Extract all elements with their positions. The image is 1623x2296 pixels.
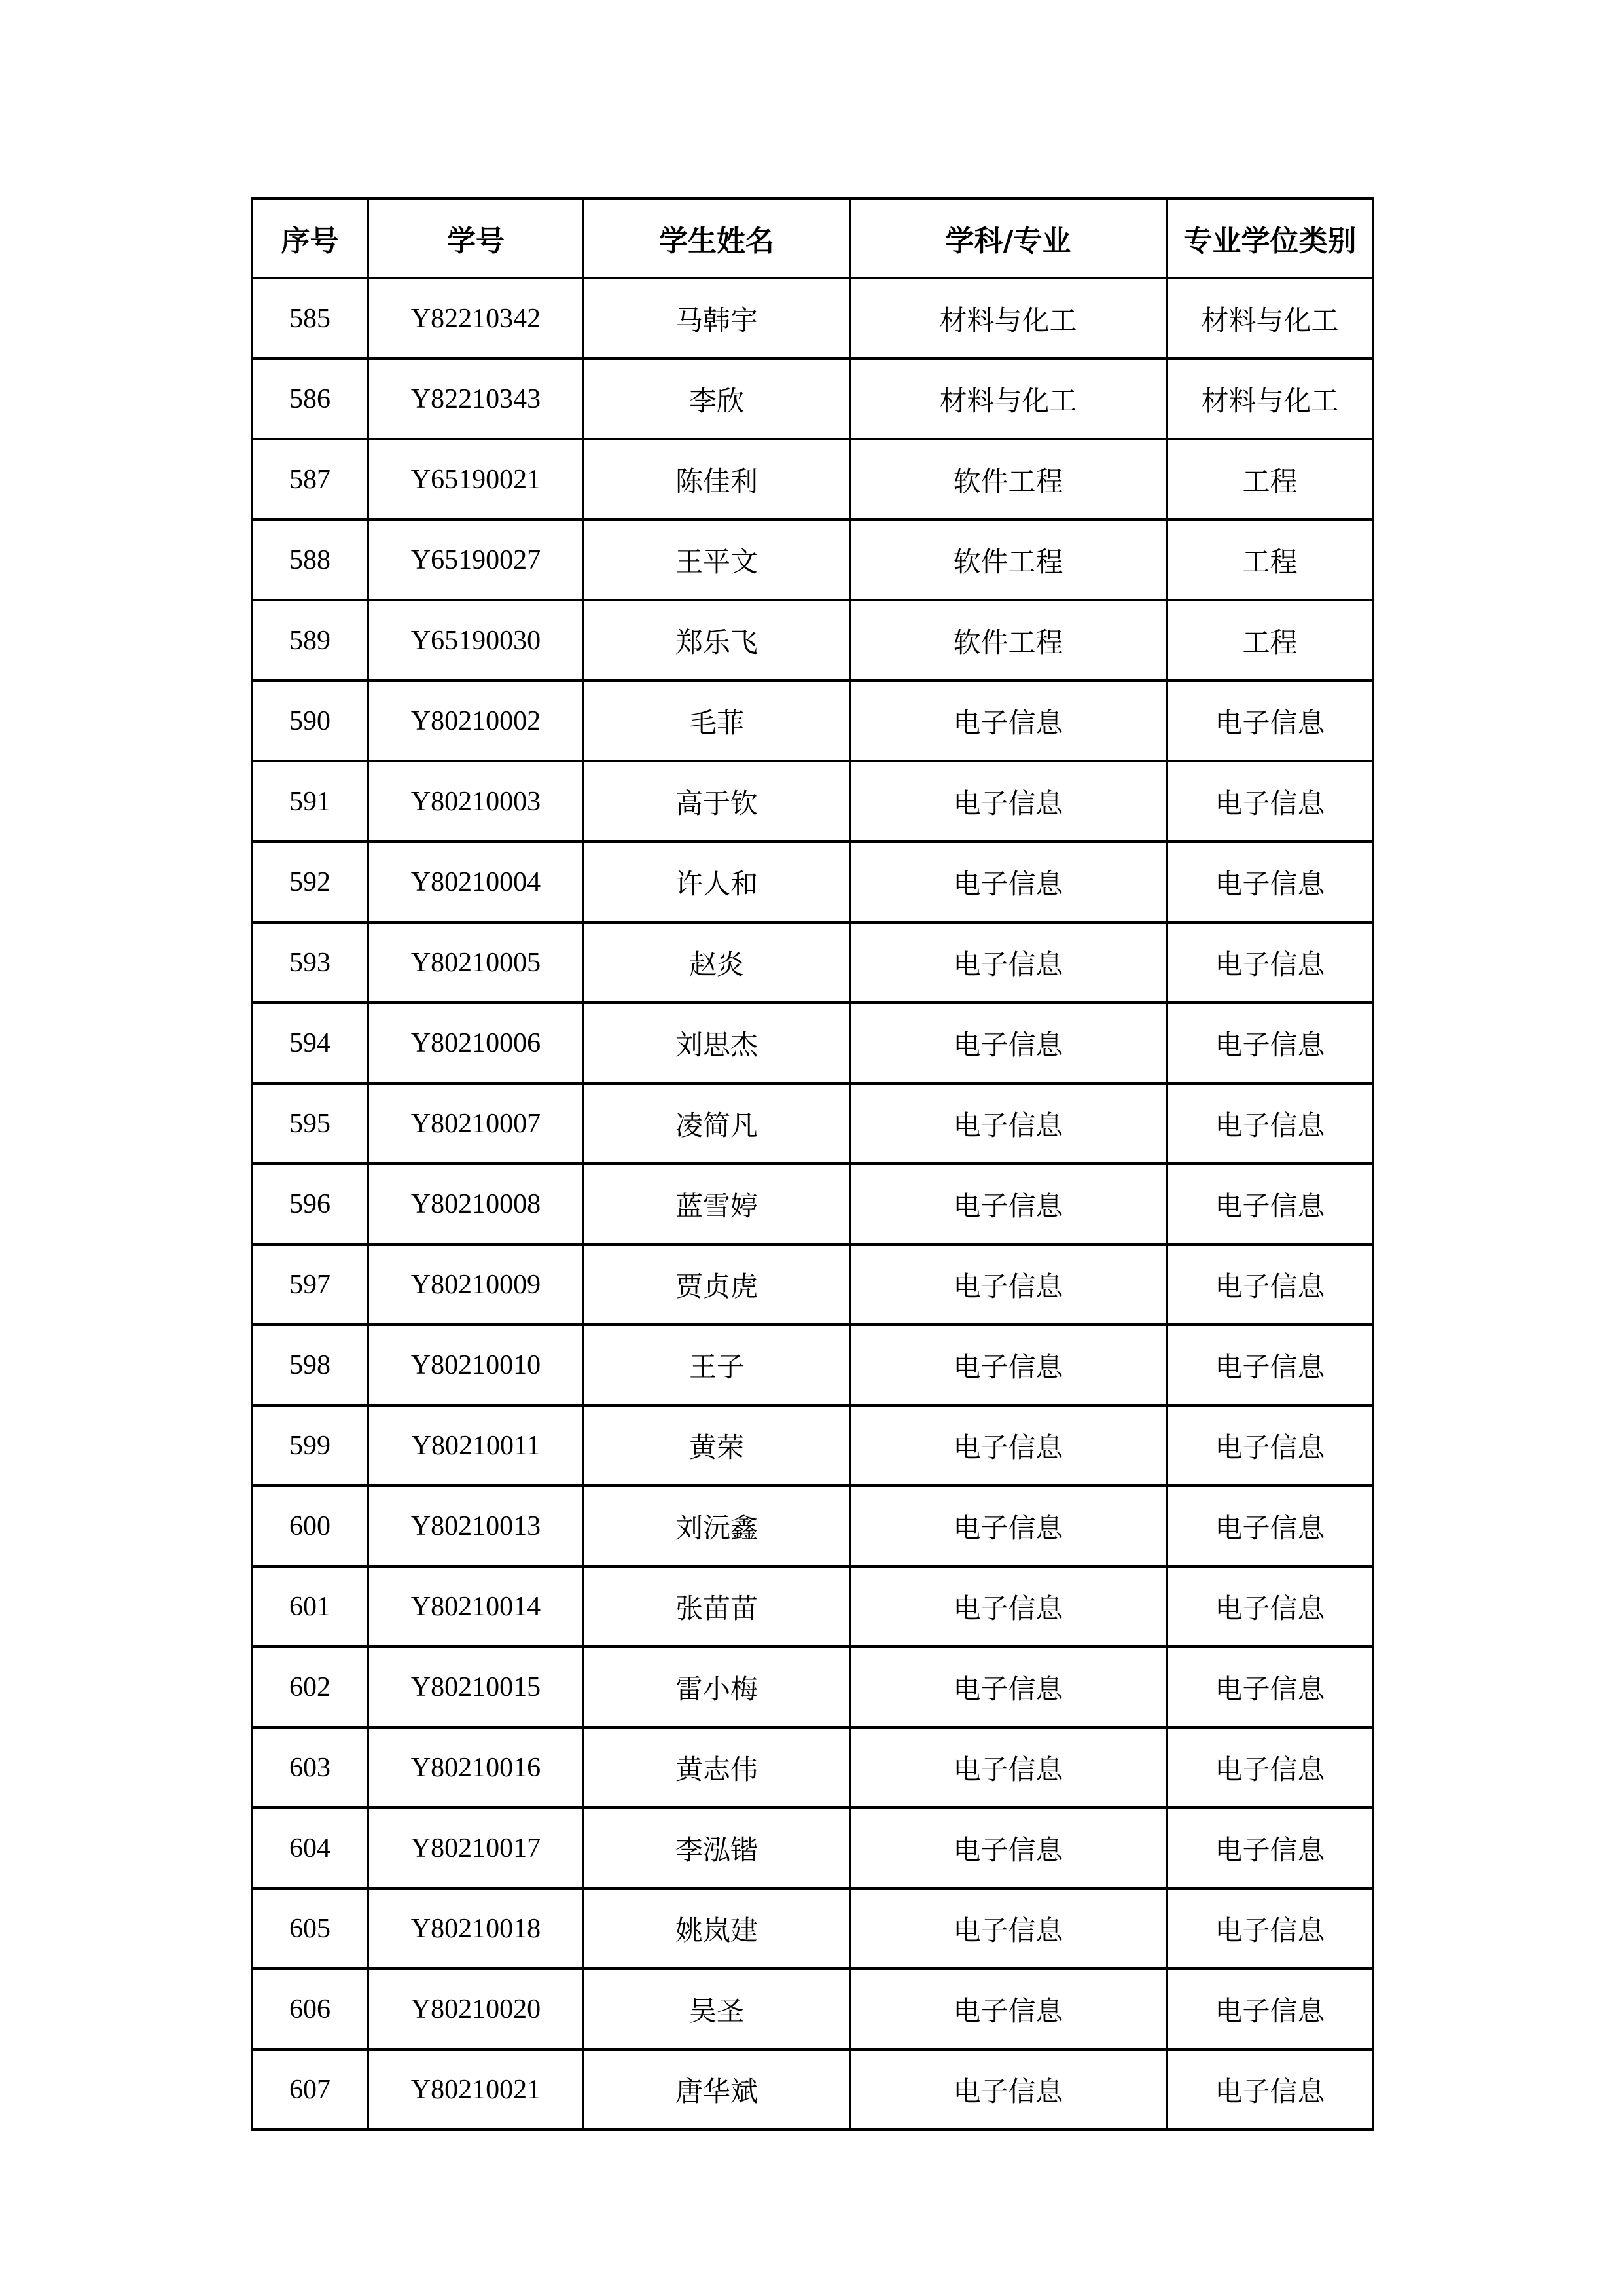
table-cell: 电子信息: [850, 1405, 1167, 1486]
table-cell: Y80210009: [368, 1244, 584, 1325]
table-cell: 马韩宇: [584, 278, 850, 359]
table-cell: 电子信息: [1167, 1566, 1374, 1647]
table-cell: Y82210343: [368, 359, 584, 439]
table-row: [252, 1647, 1374, 1727]
table-row: [252, 1325, 1374, 1405]
header-row: [252, 198, 1374, 278]
table-cell: 蓝雪婷: [584, 1164, 850, 1244]
table-cell: 电子信息: [850, 1888, 1167, 1969]
table-cell: 材料与化工: [850, 278, 1167, 359]
table-cell: 电子信息: [1167, 1486, 1374, 1566]
table-cell: 王子: [584, 1325, 850, 1405]
table-cell: 595: [252, 1083, 368, 1164]
table-row: [252, 1808, 1374, 1888]
table-cell: 电子信息: [1167, 842, 1374, 922]
table-cell: 电子信息: [1167, 922, 1374, 1003]
table-cell: 工程: [1167, 439, 1374, 520]
table-cell: 589: [252, 600, 368, 681]
table-cell: Y80210015: [368, 1647, 584, 1727]
table-cell: Y80210007: [368, 1083, 584, 1164]
table-body: [252, 278, 1374, 2130]
table-cell: Y65190027: [368, 520, 584, 600]
table-row: [252, 1727, 1374, 1808]
table-cell: 电子信息: [1167, 1083, 1374, 1164]
table-cell: 600: [252, 1486, 368, 1566]
table-cell: 吴圣: [584, 1969, 850, 2049]
table-row: [252, 761, 1374, 842]
table-row: [252, 1405, 1374, 1486]
table-cell: 电子信息: [850, 1325, 1167, 1405]
table-cell: 电子信息: [850, 681, 1167, 761]
table-row: [252, 439, 1374, 520]
table-cell: 电子信息: [1167, 1164, 1374, 1244]
table-cell: 593: [252, 922, 368, 1003]
table-cell: 工程: [1167, 600, 1374, 681]
table-cell: 电子信息: [850, 1566, 1167, 1647]
table-cell: 电子信息: [850, 761, 1167, 842]
table-cell: 592: [252, 842, 368, 922]
table-cell: 黄荣: [584, 1405, 850, 1486]
table-cell: Y80210002: [368, 681, 584, 761]
table-cell: Y80210013: [368, 1486, 584, 1566]
table-cell: 张苗苗: [584, 1566, 850, 1647]
table-cell: 赵炎: [584, 922, 850, 1003]
table-cell: 604: [252, 1808, 368, 1888]
table-cell: 刘思杰: [584, 1003, 850, 1083]
table-cell: 585: [252, 278, 368, 359]
column-header: 学号: [368, 198, 584, 278]
table-row: [252, 1486, 1374, 1566]
table-cell: 李欣: [584, 359, 850, 439]
table-cell: 电子信息: [850, 1244, 1167, 1325]
table-cell: 电子信息: [1167, 1244, 1374, 1325]
table-row: [252, 1083, 1374, 1164]
table-row: [252, 1244, 1374, 1325]
table-cell: 电子信息: [1167, 1647, 1374, 1727]
table-cell: 唐华斌: [584, 2049, 850, 2130]
table-cell: 590: [252, 681, 368, 761]
table-row: [252, 1164, 1374, 1244]
table-cell: Y80210004: [368, 842, 584, 922]
table-cell: 电子信息: [850, 1808, 1167, 1888]
table-cell: 电子信息: [1167, 1325, 1374, 1405]
table-cell: 599: [252, 1405, 368, 1486]
table-cell: 王平文: [584, 520, 850, 600]
table-cell: 陈佳利: [584, 439, 850, 520]
table-cell: 毛菲: [584, 681, 850, 761]
table-cell: 贾贞虎: [584, 1244, 850, 1325]
table-cell: 602: [252, 1647, 368, 1727]
table-cell: Y80210021: [368, 2049, 584, 2130]
table-cell: 电子信息: [850, 922, 1167, 1003]
table-cell: 606: [252, 1969, 368, 2049]
table-cell: 587: [252, 439, 368, 520]
table-cell: 电子信息: [1167, 1969, 1374, 2049]
table-cell: 电子信息: [850, 1164, 1167, 1244]
table-cell: Y80210014: [368, 1566, 584, 1647]
table-cell: 电子信息: [850, 1486, 1167, 1566]
table-row: [252, 842, 1374, 922]
table-row: [252, 1888, 1374, 1969]
table-cell: Y80210008: [368, 1164, 584, 1244]
table-cell: 雷小梅: [584, 1647, 850, 1727]
table-row: [252, 1003, 1374, 1083]
table-cell: Y80210016: [368, 1727, 584, 1808]
table-row: [252, 520, 1374, 600]
table-cell: 李泓锴: [584, 1808, 850, 1888]
table-cell: 工程: [1167, 520, 1374, 600]
table-cell: 588: [252, 520, 368, 600]
table-cell: Y80210010: [368, 1325, 584, 1405]
table-cell: 597: [252, 1244, 368, 1325]
table-row: [252, 600, 1374, 681]
table-cell: Y80210003: [368, 761, 584, 842]
table-cell: 电子信息: [1167, 1405, 1374, 1486]
table-cell: 材料与化工: [1167, 278, 1374, 359]
table-cell: 607: [252, 2049, 368, 2130]
table-cell: 电子信息: [1167, 1003, 1374, 1083]
table-cell: 电子信息: [850, 842, 1167, 922]
table-cell: 黄志伟: [584, 1727, 850, 1808]
table-cell: 598: [252, 1325, 368, 1405]
table-cell: 刘沅鑫: [584, 1486, 850, 1566]
table-cell: 电子信息: [1167, 1888, 1374, 1969]
table-cell: 电子信息: [1167, 761, 1374, 842]
table-row: [252, 681, 1374, 761]
table-cell: 凌简凡: [584, 1083, 850, 1164]
table-cell: Y80210006: [368, 1003, 584, 1083]
column-header: 学科/专业: [850, 198, 1167, 278]
table-row: [252, 278, 1374, 359]
table-cell: 电子信息: [850, 1647, 1167, 1727]
table-cell: 材料与化工: [850, 359, 1167, 439]
table-cell: 材料与化工: [1167, 359, 1374, 439]
table-cell: 姚岚建: [584, 1888, 850, 1969]
table-cell: 电子信息: [1167, 681, 1374, 761]
column-header: 专业学位类别: [1167, 198, 1374, 278]
table-cell: 软件工程: [850, 600, 1167, 681]
table-row: [252, 2049, 1374, 2130]
table-cell: 电子信息: [1167, 2049, 1374, 2130]
table-cell: 电子信息: [850, 2049, 1167, 2130]
table-cell: 594: [252, 1003, 368, 1083]
table-cell: 郑乐飞: [584, 600, 850, 681]
table-cell: 许人和: [584, 842, 850, 922]
table-row: [252, 359, 1374, 439]
table-cell: Y80210005: [368, 922, 584, 1003]
table-row: [252, 1969, 1374, 2049]
table-cell: 电子信息: [850, 1727, 1167, 1808]
table-cell: Y80210017: [368, 1808, 584, 1888]
table-cell: 高于钦: [584, 761, 850, 842]
table-cell: Y65190021: [368, 439, 584, 520]
column-header: 序号: [252, 198, 368, 278]
table-cell: Y80210020: [368, 1969, 584, 2049]
table-cell: 电子信息: [850, 1083, 1167, 1164]
student-roster-table: [251, 197, 1374, 2131]
table-cell: 电子信息: [1167, 1808, 1374, 1888]
table-cell: 586: [252, 359, 368, 439]
table-cell: 605: [252, 1888, 368, 1969]
table-cell: Y80210011: [368, 1405, 584, 1486]
table-cell: 电子信息: [850, 1969, 1167, 2049]
column-header: 学生姓名: [584, 198, 850, 278]
table-row: [252, 1566, 1374, 1647]
table-cell: Y65190030: [368, 600, 584, 681]
table-cell: 软件工程: [850, 520, 1167, 600]
table-cell: Y80210018: [368, 1888, 584, 1969]
table-cell: 603: [252, 1727, 368, 1808]
table-cell: Y82210342: [368, 278, 584, 359]
table-cell: 软件工程: [850, 439, 1167, 520]
table-cell: 596: [252, 1164, 368, 1244]
table-row: [252, 922, 1374, 1003]
table-cell: 601: [252, 1566, 368, 1647]
table-cell: 电子信息: [1167, 1727, 1374, 1808]
table-cell: 电子信息: [850, 1003, 1167, 1083]
table-cell: 591: [252, 761, 368, 842]
